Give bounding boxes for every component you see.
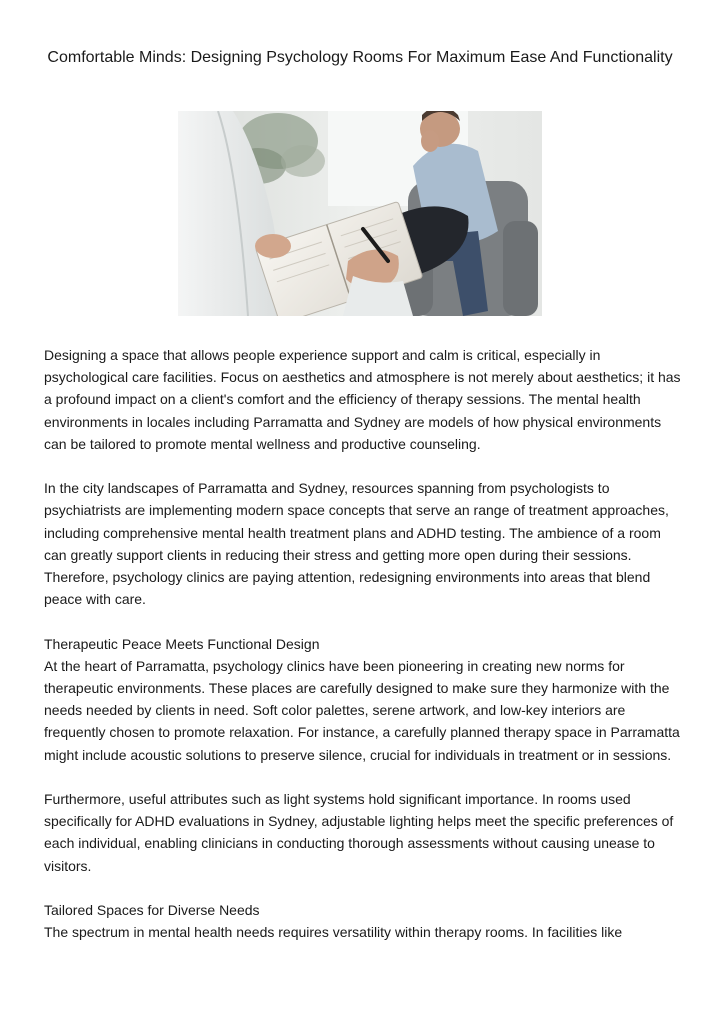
paragraph: Designing a space that allows people experience support and calm is critical, especially in psychological care facilities. Focus on aesthetics and atmosphere is not merely about aesthetics; it has a profound impact on a client's comfort and the efficiency of therapy sessions. The mental health environments in locales including Parramatta and Sydney are models of how physical environments can be tailored to promote mental wellness and productive counseling. (44, 347, 681, 452)
section-heading: Therapeutic Peace Meets Functional Design (44, 635, 320, 652)
therapy-session-photo (178, 111, 542, 316)
paragraph: The spectrum in mental health needs requires versatility within therapy rooms. In facilities like (44, 924, 623, 941)
section-heading: Tailored Spaces for Diverse Needs (44, 902, 260, 919)
article-body (44, 344, 684, 943)
document-title: Comfortable Minds: Designing Psychology Rooms For Maximum Ease And Functionality (47, 49, 673, 66)
paragraph: In the city landscapes of Parramatta and Sydney, resources spanning from psychologists to psychiatrists are implementing modern space concepts that serve an range of treatment approaches, including comprehensive mental health treatment plans and ADHD testing. The ambience of a room can greatly support clients in reducing their stress and getting more open during their sessions. Therefore, psychology clinics are paying attention, redesigning environments into areas that blend peace with care. (44, 480, 669, 608)
paragraph: Furthermore, useful attributes such as light systems hold significant importance. In rooms used specifically for ADHD evaluations in Sydney, adjustable lighting helps meet the specific preferences of each individual, enabling clinicians in conducting thorough assessments without causing unease to visitors. (44, 791, 674, 874)
paragraph: At the heart of Parramatta, psychology clinics have been pioneering in creating new norms for therapeutic environments. These places are carefully designed to make sure they harmonize with the needs needed by clients in need. Soft color palettes, serene artwork, and low-key interiors are frequently chosen to promote relaxation. For instance, a carefully planned therapy space in Parramatta might include acoustic solutions to preserve silence, crucial for individuals in treatment or in sessions. (44, 657, 680, 763)
